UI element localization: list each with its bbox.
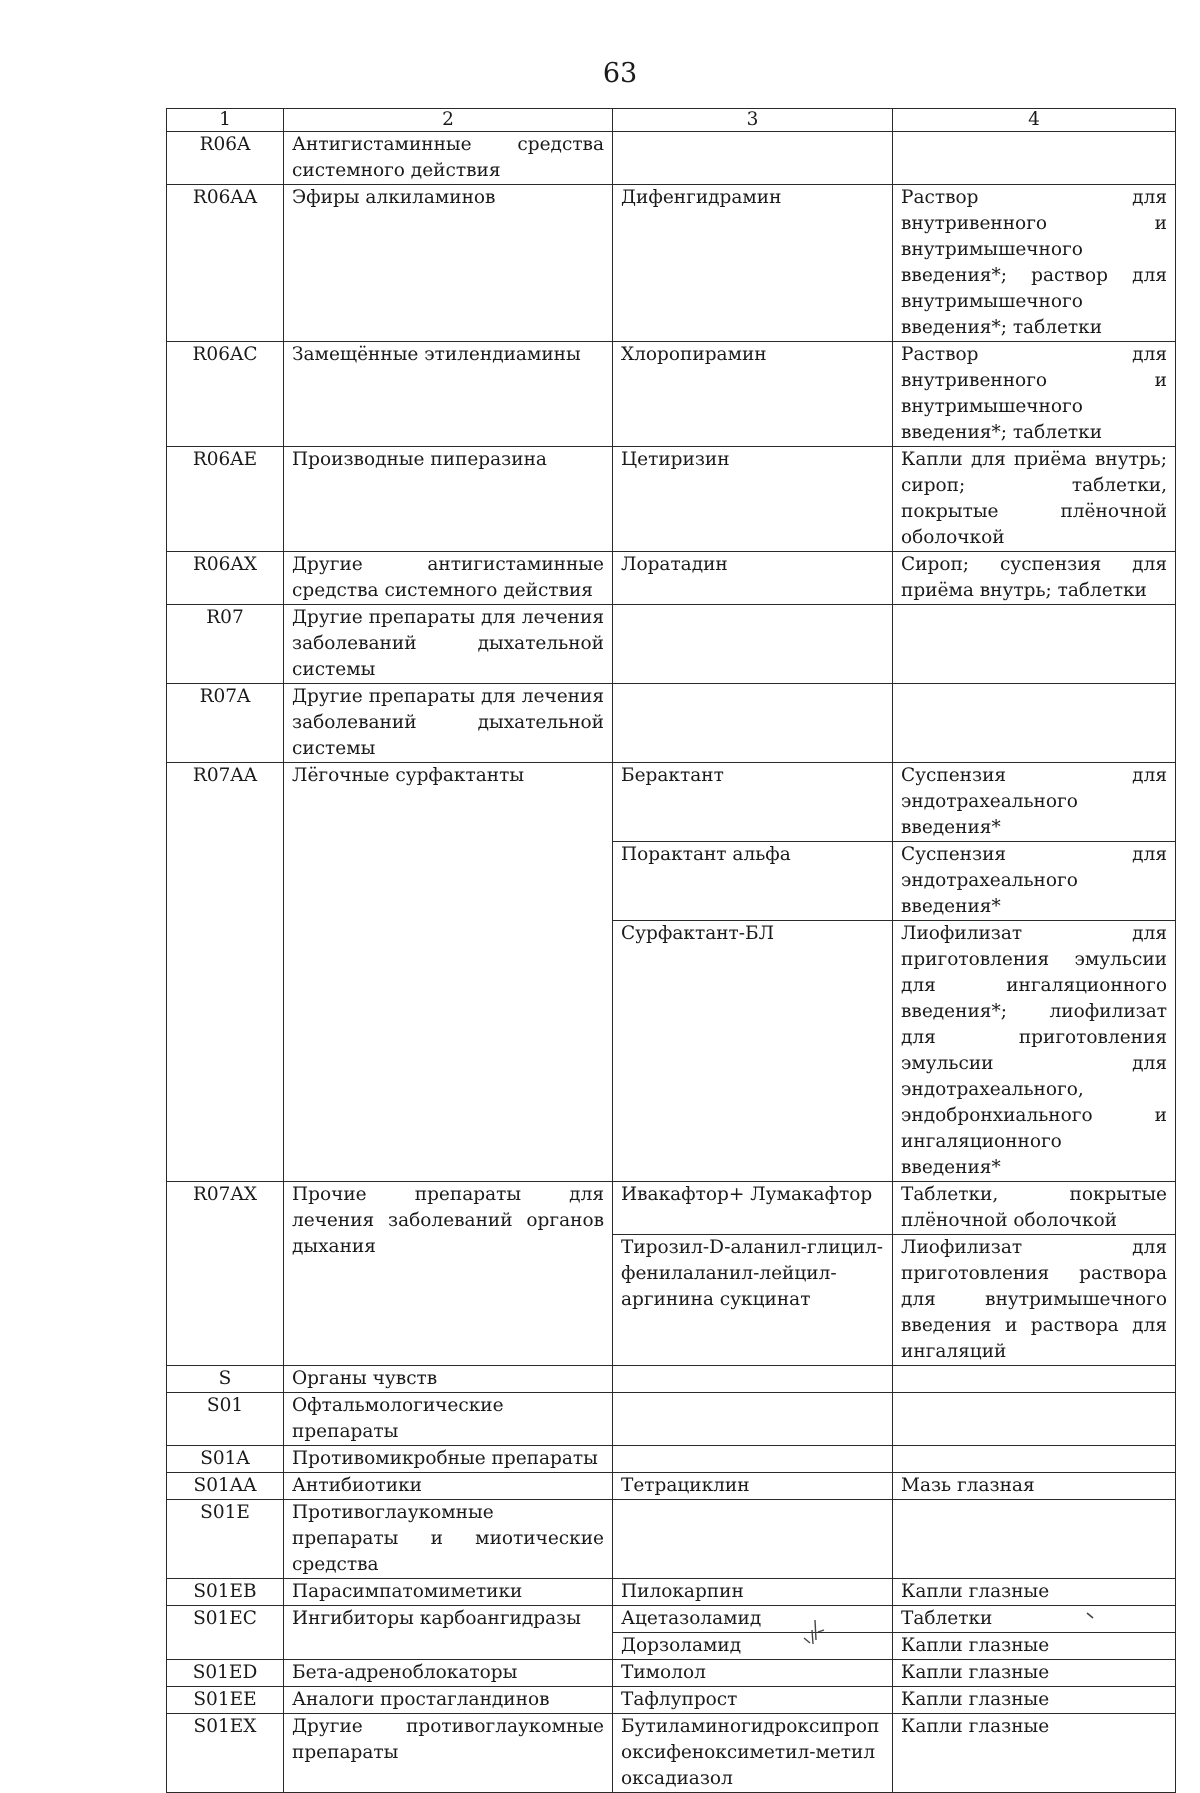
table-row (167, 1473, 1176, 1500)
drug-name: Тирозил-D-аланил-глицил-фенилаланил-лейцил-аргинина сукцинат (613, 1235, 893, 1366)
dosage-form (893, 132, 1176, 185)
group-name: Другие препараты для лечения заболеваний дыхательной системы (284, 684, 613, 763)
dosage-form (893, 1366, 1176, 1393)
group-name: Другие противоглаукомные препараты (284, 1714, 613, 1793)
handwritten-mark (800, 1610, 850, 1656)
table-row (167, 763, 1176, 842)
group-name: Парасимпатомиметики (284, 1579, 613, 1606)
group-name: Противоглаукомные препараты и миотические средства (284, 1500, 613, 1579)
table-row (167, 1500, 1176, 1579)
dosage-form: Лиофилизат для приготовления эмульсии для ингаляционного введения*; лиофилизат для приготовления эмульсии для эндотрахеального, эндобронхиального и ингаляционного введения* (893, 921, 1176, 1182)
table-row (167, 684, 1176, 763)
drug-name: Хлоропирамин (613, 342, 893, 447)
drug-name (613, 1500, 893, 1579)
dosage-form: Таблетки, покрытые плёночной оболочкой (893, 1182, 1176, 1235)
drug-name: Дорзоламид (613, 1633, 893, 1660)
atc-code: S01E (167, 1500, 284, 1579)
drug-name: Сурфактант-БЛ (613, 921, 893, 1182)
dosage-form: Капли глазные (893, 1633, 1176, 1660)
drug-name: Берактант (613, 763, 893, 842)
group-name: Эфиры алкиламинов (284, 185, 613, 342)
drug-name: Ацетазоламид (613, 1606, 893, 1633)
atc-code: S01ED (167, 1660, 284, 1687)
table-row (167, 447, 1176, 552)
table-row (167, 1182, 1176, 1235)
group-name: Бета-адреноблокаторы (284, 1660, 613, 1687)
dosage-form: Раствор для внутривенного и внутримышечного введения*; таблетки (893, 342, 1176, 447)
group-name: Антибиотики (284, 1473, 613, 1500)
atc-code: S01EX (167, 1714, 284, 1793)
atc-code: S01EC (167, 1606, 284, 1660)
atc-code: S01EB (167, 1579, 284, 1606)
atc-code: R07 (167, 605, 284, 684)
table-row (167, 1606, 1176, 1633)
drug-name: Тафлупрост (613, 1687, 893, 1714)
stray-mark (1085, 1602, 1097, 1627)
group-name: Ингибиторы карбоангидразы (284, 1606, 613, 1660)
dosage-form: Капли глазные (893, 1579, 1176, 1606)
table-row (167, 1714, 1176, 1793)
atc-code: S01AA (167, 1473, 284, 1500)
drug-name: Тимолол (613, 1660, 893, 1687)
table-row (167, 552, 1176, 605)
drug-name: Пилокарпин (613, 1579, 893, 1606)
dosage-form: Капли глазные (893, 1660, 1176, 1687)
atc-code: S01 (167, 1393, 284, 1446)
atc-code: S01A (167, 1446, 284, 1473)
drug-name: Порактант альфа (613, 842, 893, 921)
table-row (167, 1579, 1176, 1606)
dosage-form: Капли глазные (893, 1687, 1176, 1714)
group-name: Органы чувств (284, 1366, 613, 1393)
dosage-form: Капли для приёма внутрь; сироп; таблетки, покрытые плёночной оболочкой (893, 447, 1176, 552)
header-col-2: 2 (284, 109, 613, 132)
group-name: Офтальмологические препараты (284, 1393, 613, 1446)
drug-name (613, 1446, 893, 1473)
atc-code: R06A (167, 132, 284, 185)
drug-name (613, 1393, 893, 1446)
table-row (167, 132, 1176, 185)
page-number: 63 (602, 58, 638, 89)
table-row (167, 1393, 1176, 1446)
table-row (167, 1687, 1176, 1714)
group-name: Противомикробные препараты (284, 1446, 613, 1473)
drug-table (166, 108, 1176, 1793)
drug-name (613, 1366, 893, 1393)
atc-code: R06AC (167, 342, 284, 447)
drug-name: Цетиризин (613, 447, 893, 552)
header-col-1: 1 (167, 109, 284, 132)
atc-code: R07AA (167, 763, 284, 1182)
table-row (167, 185, 1176, 342)
group-name: Аналоги простагландинов (284, 1687, 613, 1714)
table-row (167, 1366, 1176, 1393)
header-col-3: 3 (613, 109, 893, 132)
atc-code: R06AE (167, 447, 284, 552)
atc-code: S (167, 1366, 284, 1393)
table-row (167, 1446, 1176, 1473)
dosage-form: Таблетки (893, 1606, 1176, 1633)
dosage-form (893, 1500, 1176, 1579)
group-name: Прочие препараты для лечения заболеваний органов дыхания (284, 1182, 613, 1366)
drug-name (613, 684, 893, 763)
header-row (167, 109, 1176, 132)
atc-code: R06AX (167, 552, 284, 605)
group-name: Замещённые этилендиамины (284, 342, 613, 447)
dosage-form: Мазь глазная (893, 1473, 1176, 1500)
group-name: Другие антигистаминные средства системного действия (284, 552, 613, 605)
atc-code: R07A (167, 684, 284, 763)
group-name: Другие препараты для лечения заболеваний дыхательной системы (284, 605, 613, 684)
dosage-form: Суспензия для эндотрахеального введения* (893, 842, 1176, 921)
group-name: Производные пиперазина (284, 447, 613, 552)
atc-code: R06AA (167, 185, 284, 342)
dosage-form: Лиофилизат для приготовления раствора для внутримышечного введения и раствора для ингаляций (893, 1235, 1176, 1366)
table-row (167, 342, 1176, 447)
group-name: Лёгочные сурфактанты (284, 763, 613, 1182)
scribble-icon (800, 1610, 850, 1650)
drug-name (613, 605, 893, 684)
table-row (167, 605, 1176, 684)
dosage-form: Капли глазные (893, 1714, 1176, 1793)
drug-name: Тетрациклин (613, 1473, 893, 1500)
dosage-form: Раствор для внутривенного и внутримышечного введения*; раствор для внутримышечного введения*; таблетки (893, 185, 1176, 342)
tick-mark-icon (1085, 1611, 1097, 1621)
drug-name: Ивакафтор+ Лумакафтор (613, 1182, 893, 1235)
drug-name: Дифенгидрамин (613, 185, 893, 342)
dosage-form: Суспензия для эндотрахеального введения* (893, 763, 1176, 842)
atc-code: R07AX (167, 1182, 284, 1366)
group-name: Антигистаминные средства системного действия (284, 132, 613, 185)
drug-name: Бутиламиногидроксипропоксифеноксиметил-метилоксадиазол (613, 1714, 893, 1793)
dosage-form: Сироп; суспензия для приёма внутрь; таблетки (893, 552, 1176, 605)
drug-name: Лоратадин (613, 552, 893, 605)
drug-name (613, 132, 893, 185)
table-row (167, 1660, 1176, 1687)
dosage-form (893, 684, 1176, 763)
atc-code: S01EE (167, 1687, 284, 1714)
dosage-form (893, 1446, 1176, 1473)
dosage-form (893, 1393, 1176, 1446)
dosage-form (893, 605, 1176, 684)
header-col-4: 4 (893, 109, 1176, 132)
